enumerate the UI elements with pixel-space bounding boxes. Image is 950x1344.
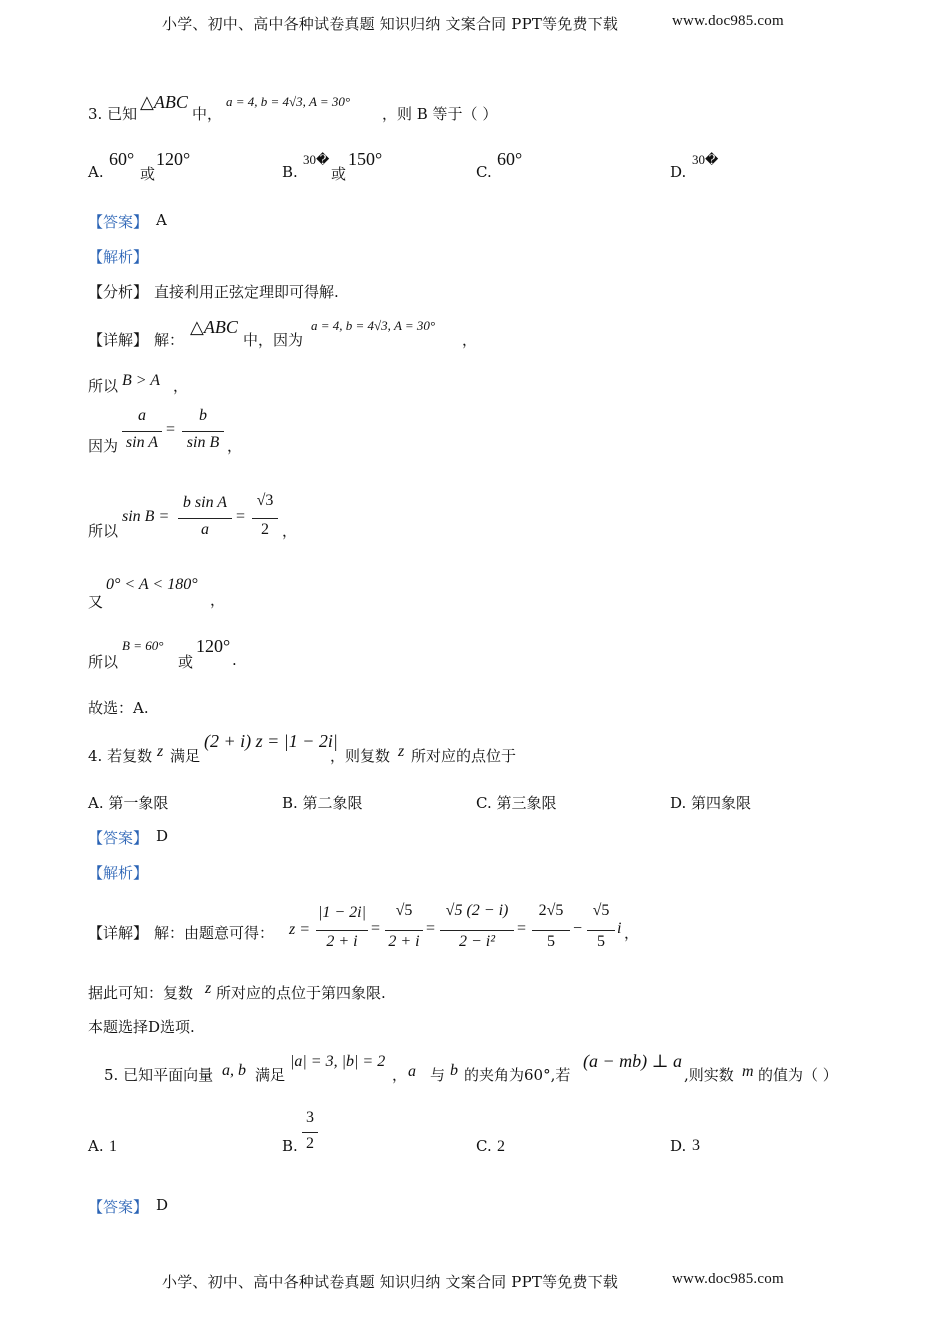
q4-f3-den: 2 − i² bbox=[458, 933, 496, 950]
q3-zhong: 中， bbox=[192, 105, 223, 123]
q3-frac3-den: a bbox=[201, 521, 209, 538]
q4-i-end: i bbox=[617, 920, 622, 937]
q3-so3: 所以 bbox=[88, 653, 119, 671]
q4-z1: z bbox=[157, 743, 164, 760]
q3-frac4-line bbox=[252, 518, 278, 519]
q3-option-b-or: 或 bbox=[331, 165, 347, 183]
q5-a: a bbox=[408, 1063, 416, 1080]
q5-perp: (a − mb) ⊥ a bbox=[583, 1051, 683, 1071]
q4-detail-tag: 【详解】 bbox=[88, 924, 149, 942]
q5-b: b bbox=[450, 1062, 458, 1079]
q3-option-a-v2: 120° bbox=[156, 149, 191, 169]
q4-tail: ，则复数 bbox=[330, 747, 391, 765]
q5-option-d-label: D. bbox=[670, 1137, 687, 1155]
q4-f1-num: |1 − 2i| bbox=[317, 904, 367, 921]
q3-answer: A bbox=[156, 211, 167, 229]
q3-condition: a = 4, b = 4√3, A = 30° bbox=[226, 94, 351, 109]
q3-result-period: . bbox=[232, 651, 237, 669]
q4-eq3: = bbox=[517, 920, 527, 937]
q5-option-c: 2 bbox=[497, 1138, 505, 1155]
q3-range-end: ， bbox=[210, 591, 226, 609]
q4-equation: (2 + i) z = |1 − 2i| bbox=[204, 731, 338, 751]
q3-answer-tag: 【答案】 bbox=[88, 213, 149, 231]
q5-tail2: 的值为（ ） bbox=[758, 1066, 838, 1084]
q3-option-a-or: 或 bbox=[140, 165, 156, 183]
q3-detail-comma: ， bbox=[462, 331, 478, 349]
q4-z2: z bbox=[398, 743, 405, 760]
q3-detail-tag: 【详解】 bbox=[88, 331, 149, 349]
q3-option-b-v1: 30� bbox=[303, 152, 330, 167]
q4-analysis-tag: 【解析】 bbox=[88, 864, 149, 882]
q3-detail-solve: 解： bbox=[154, 331, 185, 349]
q5-option-a-label: A. bbox=[88, 1137, 104, 1155]
q3-because: 因为 bbox=[88, 437, 119, 455]
q3-detail-triangle: △ABC bbox=[190, 317, 238, 337]
q5-option-b-num: 3 bbox=[306, 1109, 314, 1126]
q3-frac1-den: sin A bbox=[125, 434, 159, 451]
q3-frac3-num: b sin A bbox=[182, 494, 228, 511]
q5-option-b-den: 2 bbox=[306, 1135, 314, 1152]
q3-frac3-line bbox=[178, 518, 232, 519]
q4-number: 4. 若复数 bbox=[88, 747, 153, 765]
q5-number: 5. 已知平面向量 bbox=[104, 1066, 214, 1084]
q3-result-or: 或 bbox=[178, 653, 194, 671]
q5-and: 与 bbox=[430, 1066, 446, 1084]
q5-vectors: a, b bbox=[222, 1062, 246, 1079]
q4-option-b: B. 第二象限 bbox=[282, 794, 363, 812]
q5-angle: 的夹角为60°,若 bbox=[464, 1066, 571, 1084]
header-text: 小学、初中、高中各种试卷真题 知识归纳 文案合同 PPT等免费下载 bbox=[162, 15, 619, 33]
q3-option-a-label: A. bbox=[88, 163, 104, 181]
q4-option-a: A. 第一象限 bbox=[88, 794, 169, 812]
q3-frac2-den: sin B bbox=[186, 434, 220, 451]
q5-answer-tag: 【答案】 bbox=[88, 1198, 149, 1216]
q5-option-b-line bbox=[302, 1132, 318, 1133]
q4-option-c: C. 第三象限 bbox=[476, 794, 557, 812]
q5-option-d: 3 bbox=[692, 1137, 700, 1154]
footer-text: 小学、初中、高中各种试卷真题 知识归纳 文案合同 PPT等免费下载 bbox=[162, 1273, 619, 1291]
q3-frac4-den: 2 bbox=[261, 521, 269, 538]
q3-frac2-line bbox=[182, 431, 224, 432]
q5-option-a: 1 bbox=[109, 1138, 117, 1155]
footer-url[interactable]: www.doc985.com bbox=[672, 1271, 784, 1287]
q3-detail-condition: a = 4, b = 4√3, A = 30° bbox=[311, 318, 436, 333]
q4-f2-line bbox=[385, 930, 423, 931]
q5-magnitude: |a| = 3, |b| = 2 bbox=[290, 1053, 386, 1070]
q4-tail2: 所对应的点位于 bbox=[411, 747, 517, 765]
q4-f2-num: √5 bbox=[395, 902, 413, 919]
q3-frac1-line bbox=[122, 431, 162, 432]
q4-f5-line bbox=[587, 930, 615, 931]
q4-f5-num: √5 bbox=[592, 902, 610, 919]
q3-frac4-num: √3 bbox=[256, 492, 274, 509]
q3-frac-eq: = bbox=[166, 421, 176, 438]
q5-answer: D bbox=[156, 1196, 169, 1214]
q3-frac2-num: b bbox=[199, 407, 207, 424]
q4-answer-tag: 【答案】 bbox=[88, 829, 149, 847]
q4-answer: D bbox=[156, 827, 169, 845]
q4-detail-text: 解：由题意可得： bbox=[154, 924, 275, 942]
q4-f3-num: √5 (2 − i) bbox=[445, 902, 509, 919]
q3-result2: 120° bbox=[196, 636, 231, 656]
q3-fenxi: 直接利用正弦定理即可得解. bbox=[154, 283, 339, 301]
q4-eq2: = bbox=[426, 920, 436, 937]
q4-f5-den: 5 bbox=[597, 933, 605, 950]
q3-option-c-v: 60° bbox=[497, 149, 523, 169]
q3-option-c-label: C. bbox=[476, 163, 492, 181]
header-url[interactable]: www.doc985.com bbox=[672, 13, 784, 29]
q3-analysis-tag: 【解析】 bbox=[88, 248, 149, 266]
q4-conclude-z: z bbox=[205, 980, 212, 997]
q3-so1: 所以 bbox=[88, 377, 119, 395]
q4-select: 本题选择D选项. bbox=[88, 1018, 195, 1036]
q3-choose: 故选：A. bbox=[88, 699, 149, 717]
q4-f1-den: 2 + i bbox=[326, 933, 358, 950]
q3-option-b-label: B. bbox=[282, 163, 298, 181]
q3-option-b-v2: 150° bbox=[348, 149, 383, 169]
q4-conclude: 据此可知：复数 bbox=[88, 984, 194, 1002]
q4-conclude-tail: 所对应的点位于第四象限. bbox=[216, 984, 386, 1002]
q4-f4-num: 2√5 bbox=[538, 902, 564, 919]
q3-result1: B = 60° bbox=[122, 638, 164, 653]
q3-frac4-comma: ， bbox=[282, 522, 298, 540]
q4-eq1: = bbox=[371, 920, 381, 937]
q3-triangle: △ABC bbox=[140, 92, 188, 112]
q3-option-d-v: 30� bbox=[692, 152, 719, 167]
q3-number: 3. 已知 bbox=[88, 105, 138, 123]
q3-detail-because: 中，因为 bbox=[243, 331, 304, 349]
q4-option-d: D. 第四象限 bbox=[670, 794, 752, 812]
q4-z-eq: z = bbox=[289, 921, 311, 938]
q4-f4-den: 5 bbox=[547, 933, 555, 950]
q3-range: 0° < A < 180° bbox=[106, 576, 198, 593]
q4-minus: − bbox=[573, 920, 583, 937]
q3-sinb: sin B = bbox=[122, 508, 170, 525]
q5-m: m bbox=[742, 1063, 754, 1080]
q3-so2: 所以 bbox=[88, 522, 119, 540]
q3-fenxi-tag: 【分析】 bbox=[88, 283, 149, 301]
q4-f1-line bbox=[316, 930, 368, 931]
q3-frac1-num: a bbox=[138, 407, 146, 424]
q3-frac3-eq: = bbox=[236, 508, 246, 525]
q5-satisfy: 满足 bbox=[255, 1066, 286, 1084]
q3-frac-comma: ， bbox=[227, 437, 243, 455]
q5-option-c-label: C. bbox=[476, 1137, 492, 1155]
q3-option-a-v1: 60° bbox=[109, 149, 135, 169]
q4-detail-end: ， bbox=[624, 924, 640, 942]
q4-f4-line bbox=[532, 930, 570, 931]
q3-tail: ，则 B 等于（ ） bbox=[382, 105, 498, 123]
q3-so1-expr: B > A bbox=[122, 372, 161, 389]
q4-f3-line bbox=[440, 930, 514, 931]
q4-satisfy: 满足 bbox=[170, 747, 201, 765]
q3-so1-end: ， bbox=[173, 377, 189, 395]
q4-f2-den: 2 + i bbox=[388, 933, 420, 950]
q5-tail: ,则实数 bbox=[684, 1066, 734, 1084]
q5-comma: ， bbox=[392, 1066, 408, 1084]
q5-option-b-label: B. bbox=[282, 1137, 298, 1155]
q3-you: 又 bbox=[88, 593, 104, 611]
q3-option-d-label: D. bbox=[670, 163, 687, 181]
